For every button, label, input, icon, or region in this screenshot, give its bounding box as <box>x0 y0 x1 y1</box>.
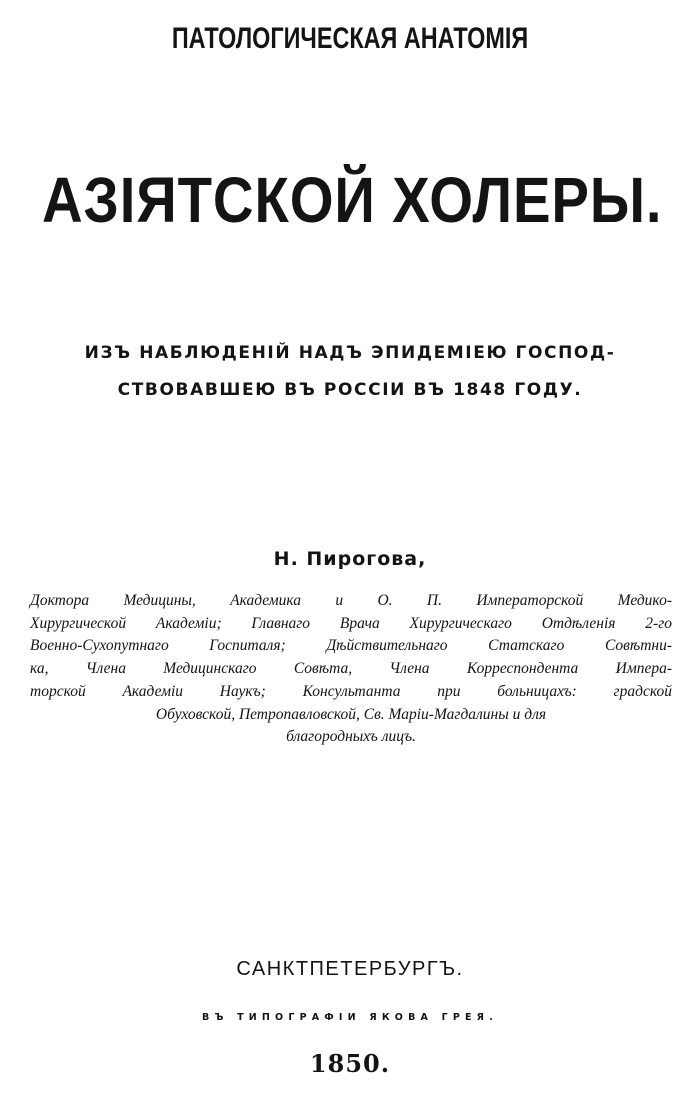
author-name: Н. Пирогова, <box>273 548 427 570</box>
credentials-line-4: ка, Члена Медицинскаго Совѣта, Члена Корреспондента Импера- <box>30 660 672 678</box>
credentials-line-6: Обуховской, Петропавловской, Св. Маріи-Магдалины и для <box>155 705 547 723</box>
credentials-line-1: Доктора Медицины, Академика и О. П. Императорской Медико- <box>30 592 672 609</box>
publication-year: 1850. <box>309 1049 391 1078</box>
credentials-line-7: благородныхъ лицъ. <box>286 728 416 746</box>
pre-title: ПАТОЛОГИЧЕСКАЯ АНАТОМІЯ <box>171 22 529 55</box>
author-credentials <box>30 590 672 749</box>
credentials-line-2: Хирургической Академіи; Главнаго Врача Хирургическаго Отдѣленія 2-го <box>30 614 672 632</box>
publication-city: САНКТПЕТЕРБУРГЪ. <box>236 958 464 980</box>
printer-imprint: ВЪ ТИПОГРАФІИ ЯКОВА ГРЕЯ. <box>202 1012 498 1023</box>
subtitle-line-2: СТВОВАВШЕЮ ВЪ РОССІИ ВЪ 1848 ГОДУ. <box>117 380 583 400</box>
subtitle-line-1: ИЗЪ НАБЛЮДЕНІЙ НАДЪ ЭПИДЕМІЕЮ ГОСПОД- <box>84 343 616 363</box>
main-title: АЗІЯТСКОЙ ХОЛЕРЫ. <box>42 164 663 236</box>
credentials-line-3: Военно-Сухопутнаго Госпиталя; Дѣйствительнаго Статскаго Совѣтни- <box>30 637 672 655</box>
credentials-line-5: торской Академіи Наукъ; Консультанта при больницахъ: градской <box>30 682 672 700</box>
